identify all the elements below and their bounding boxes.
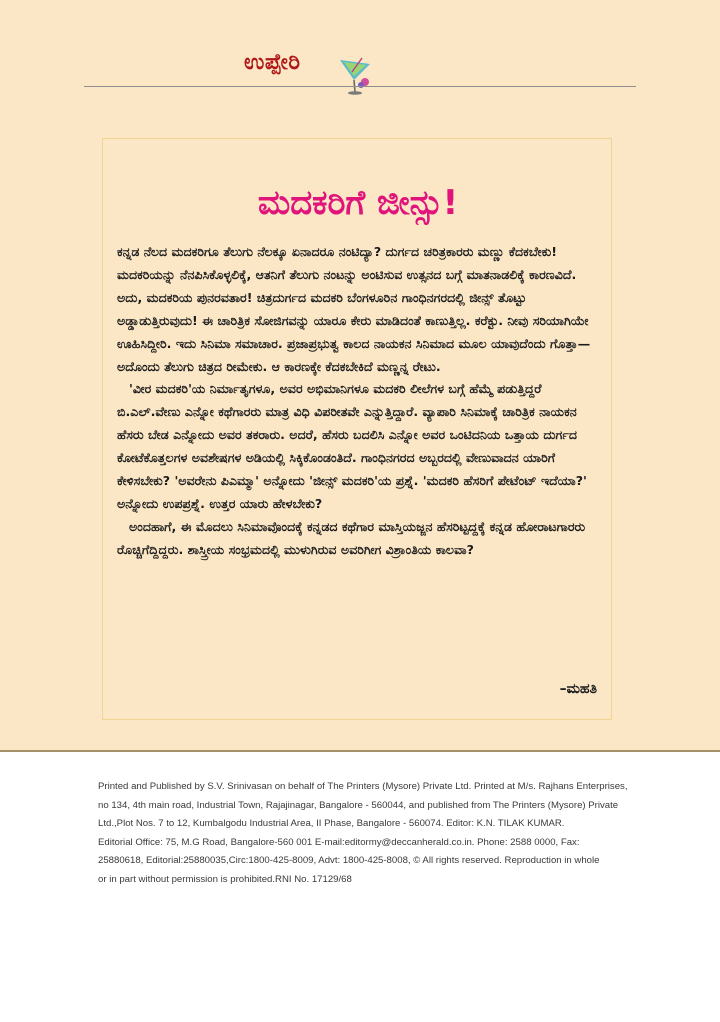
- publisher-imprint: [98, 778, 638, 889]
- imprint-line: or in part without permission is prohibited.RNI No. 17129/68: [98, 873, 352, 885]
- article-paragraph: 'ವೀರ ಮದಕರಿ'ಯ ನಿರ್ಮಾತೃಗಳೂ, ಅವರ ಅಭಿಮಾನಿಗಳೂ ಮದಕರಿ ಲೀಲೆಗಳ ಬಗ್ಗೆ ಹೆಮ್ಮೆ ಪಡುತ್ತಿದ್ದರೆ ಬಿ.ಎಲ್.ವೇಣು ಎನ್ನೋ ಕಥೆಗಾರರು ಮಾತ್ರ ವಿಧಿ ವಿಪರೀತವೇ ಎನ್ನುತ್ತಿದ್ದಾರೆ. ವ್ಯಾಪಾರಿ ಸಿನಿಮಾಕ್ಕೆ ಚಾರಿತ್ರಿಕ ನಾಯಕನ ಹೆಸರು ಬೇಡ ಎನ್ನೋದು ಅವರ ತಕರಾರು. ಅದರೆ, ಹೆಸರು ಬದಲಿಸಿ ಎನ್ನೋ ಅವರ ಒಂಟಿದನಿಯ ಒತ್ತಾಯ ದುರ್ಗದ ಕೋಟೆಕೊತ್ತಲಗಳ ಅವಶೇಷಗಳ ಅಡಿಯಲ್ಲಿ ಸಿಕ್ಕಿಕೊಂಡಂತಿದೆ. ಗಾಂಧಿನಗರದ ಅಬ್ಬರದಲ್ಲಿ ವೇಣುವಾದನ ಯಾರಿಗೆ ಕೇಳಿಸಬೇಕು? 'ಅವರೇನು ಪಿಎಮ್ಮಾ' ಅನ್ನೋದು 'ಜೀನ್ಸ್ ಮದಕರಿ'ಯ ಪ್ರಶ್ನೆ. 'ಮದಕರಿ ಹೆಸರಿಗೆ ಪೇಟೆಂಟ್ ಇದೆಯಾ?' ಅನ್ನೋದು ಉಪಪ್ರಶ್ನೆ. ಉತ್ತರ ಯಾರು ಹೇಳಬೇಕು?: [117, 381, 587, 511]
- article-paragraph: ಕನ್ನಡ ನೆಲದ ಮದಕರಿಗೂ ತೆಲುಗು ನೆಲಕ್ಕೂ ಏನಾದರೂ ನಂಟಿದ್ಯಾ? ದುರ್ಗದ ಚರಿತ್ರಕಾರರು ಮಣ್ಣು ಕೆದಕಬೇಕು! ಮದಕರಿಯನ್ನು ನೆನಪಿಸಿಕೊಳ್ಳಲಿಕ್ಕೆ, ಆತನಿಗೆ ತೆಲುಗು ನಂಟನ್ನು ಅಂಟಿಸುವ ಉತ್ಸನದ ಬಗ್ಗೆ ಮಾತನಾಡಲಿಕ್ಕೆ ಕಾರಣವಿದೆ. ಅದು, ಮದಕರಿಯ ಪುನರವತಾರ! ಚಿತ್ರದುರ್ಗದ ಮದಕರಿ ಬೆಂಗಳೂರಿನ ಗಾಂಧಿನಗರದಲ್ಲಿ ಜೀನ್ಸ್ ತೊಟ್ಟು ಅಡ್ಡಾಡುತ್ತಿರುವುದು! ಈ ಚಾರಿತ್ರಿಕ ಸೋಜಿಗವನ್ನು ಯಾರೂ ಕೇರು ಮಾಡಿದಂತೆ ಕಾಣುತ್ತಿಲ್ಲ. ಕರೆಕ್ಟು. ನೀವು ಸರಿಯಾಗಿಯೇ ಊಹಿಸಿದ್ದೀರಿ. ಇದು ಸಿನಿಮಾ ಸಮಾಚಾರ. ಪ್ರಜಾಪ್ರಭುತ್ವ ಕಾಲದ ನಾಯಕನ ಸಿನಿಮಾದ ಮೂಲ ಯಾವುದೆಂದು ಗೊತ್ತಾ— ಅದೊಂದು ತೆಲುಗು ಚಿತ್ರದ ರೀಮೇಕು. ಆ ಕಾರಣಕ್ಕೇ ಕೆದಕಬೇಕಿದೆ ಮಣ್ಣನ್ನ ರೇಟು.: [117, 244, 591, 374]
- section-header: [84, 46, 636, 90]
- imprint-line: Printed and Published by S.V. Srinivasan on behalf of The Printers (Mysore) Private Ltd. Printed at M/s. Rajhans Enterprises,: [98, 781, 628, 792]
- header-divider: [84, 86, 636, 87]
- page-bottom-rule: [0, 750, 720, 752]
- article-title: ಮದಕರಿಗೆ ಜೀನ್ಸು!: [257, 183, 459, 223]
- article-box: [102, 138, 612, 720]
- author-signature: –ಮಹತಿ: [559, 681, 597, 697]
- article-paragraph: ಅಂದಹಾಗೆ, ಈ ಮೊದಲು ಸಿನಿಮಾವೊಂದಕ್ಕೆ ಕನ್ನಡದ ಕಥೆಗಾರ ಮಾಸ್ತಿಯಜ್ಜನ ಹೆಸರಿಟ್ಟದ್ದಕ್ಕೆ ಕನ್ನಡ ಹೋರಾಟಗಾರರು ರೊಚ್ಚಿಗೆದ್ದಿದ್ದರು. ಶಾಸ್ತ್ರೀಯ ಸಂಭ್ರಮದಲ್ಲಿ ಮುಳುಗಿರುವ ಅವರಿಗೀಗ ವಿಶ್ರಾಂತಿಯ ಕಾಲವಾ?: [117, 518, 586, 557]
- section-title: ಉಪ್ಪೇರಿ: [244, 50, 301, 75]
- article-body: [117, 241, 601, 562]
- imprint-line: Editorial Office: 75, M.G Road, Bangalore-560 001 E-mail:editormy@deccanherald.co.in. Phone: 2588 0000, Fax:: [98, 836, 580, 848]
- imprint-line: Ltd.,Plot Nos. 7 to 12, Kumbalgodu Industrial Area, II Phase, Bangalore - 560074. Editor: K.N. TILAK KUMAR.: [98, 818, 565, 829]
- imprint-line: 25880618, Editorial:25880035,Circ:1800-425-8009, Advt: 1800-425-8008, © All rights reserved. Reproduction in whole: [98, 855, 600, 866]
- imprint-line: no 134, 4th main road, Industrial Town, Rajajinagar, Bangalore - 560044, and published from The Printers (Mysore) Private: [98, 799, 619, 811]
- cocktail-glass-icon: [334, 52, 378, 96]
